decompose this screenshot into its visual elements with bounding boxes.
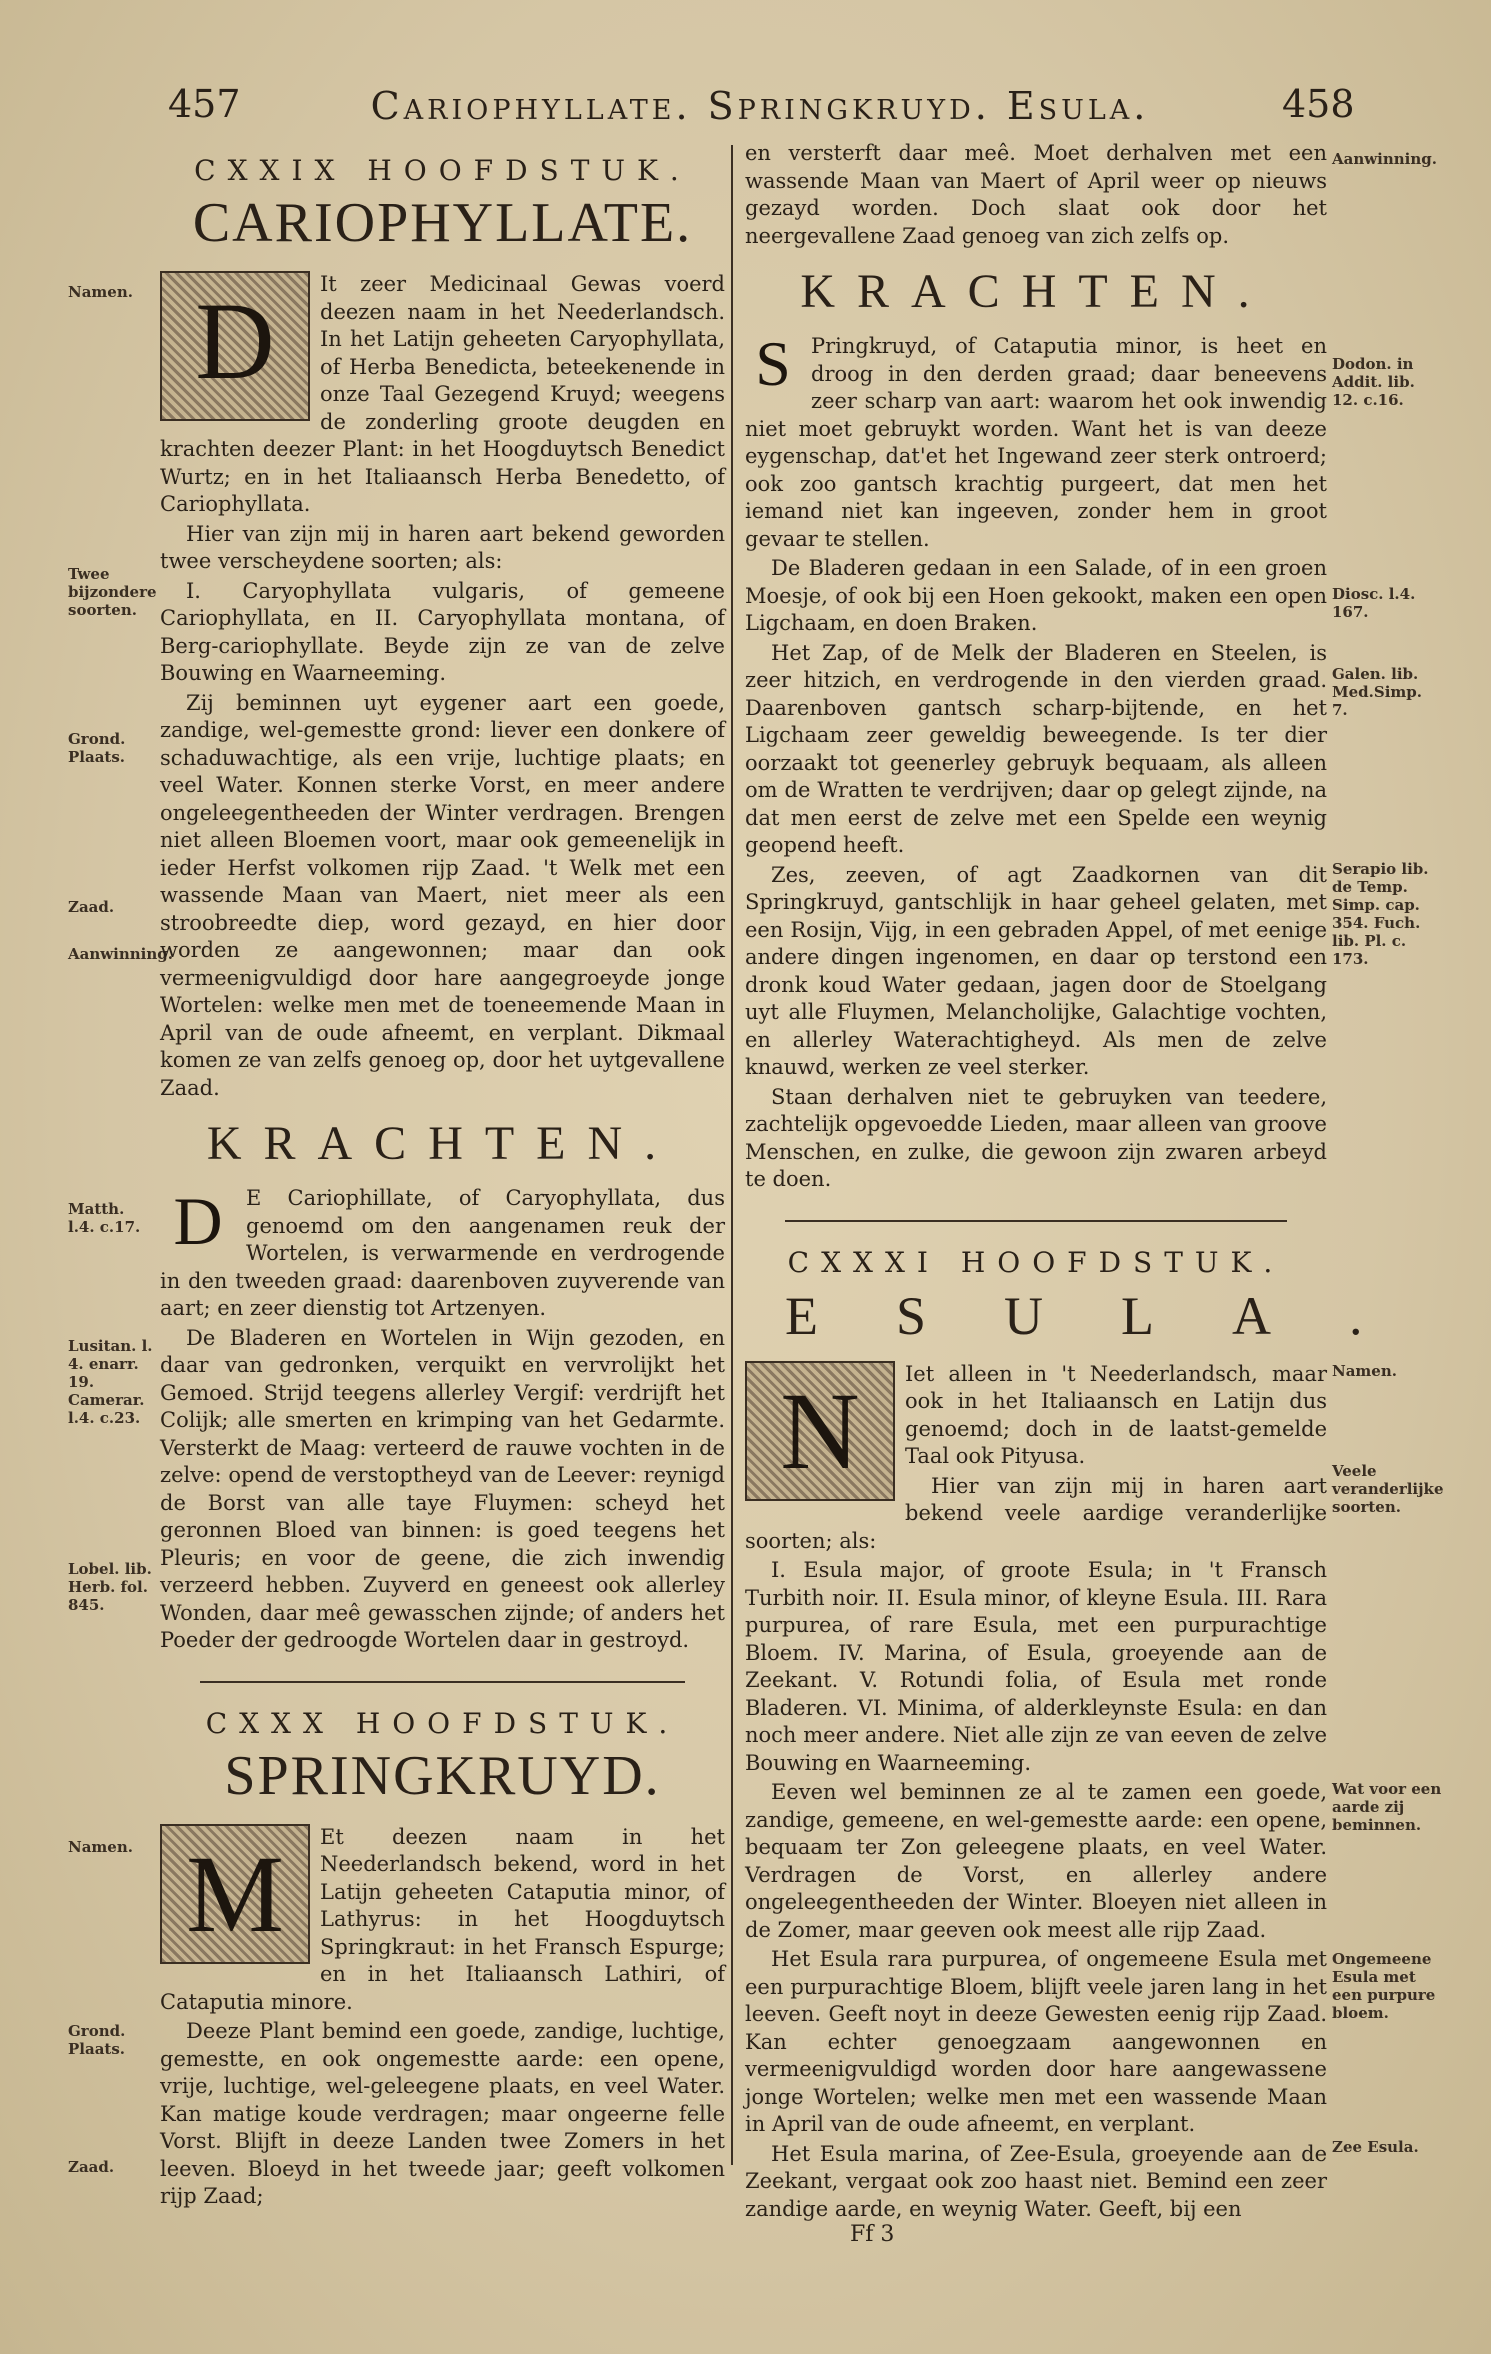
ornamental-initial: D bbox=[160, 271, 310, 421]
margin-note: Namen. bbox=[68, 283, 133, 301]
margin-note: Wat voor een aarde zij beminnen. bbox=[1332, 1780, 1442, 1834]
chapter-title: CARIOPHYLLATE. bbox=[192, 192, 693, 254]
paragraph: Zij beminnen uyt eygener aart een goede, zandige, wel-gemestte grond: liever een donkere of schaduwachtige, als een vrije, luchtige plaats; en veel Water. Konnen sterke Vorst, en meer andere ongeleegentheeden der Winter verdragen. Brengen niet alleen Bloemen voort, maar ook gemeenelijk in ieder Herfst volkomen rijp Zaad. 't Welk met een wassende Maan van Maert, niet meer als een stroobreedte diep, word gezayd, en hier door worden ze aangewonnen; maar dan ook vermeenigvuldigd door hare aangegroeyde jonge Wortelen: welke men met de toeneemende Maan in April van de oude afneemt, en verplant. Dikmaal komen ze van zelfs genoeg op, door het uytgevallene Zaad. bbox=[160, 690, 725, 1100]
paragraph: It zeer Medicinaal Gewas voerd deezen naam in het Neederlandsch. In het Latijn geheeten Caryophyllata, of Herba Benedicta, beteekenende in onze Taal Gezegend Kruyd; weegens de zonderling groote deugden en krachten deezer Plant: in het Hoogduytsch Benedict Wurtz; en in het Italiaansch Herba Benedetto, of Cariophyllata. bbox=[160, 272, 725, 516]
section-rule bbox=[785, 1220, 1287, 1222]
ornamental-initial: M bbox=[160, 1824, 310, 1964]
paragraph: Het Esula rara purpurea, of ongemeene Esula met een purpurachtige Bloem, blijft veele jaren lang in het leeven. Geeft noyt in deeze Gewesten eenig rijp Zaad. Kan echter genoegzaam aangewonnen en vermeenigvuldigd worden door hare aangewassene jonge Wortelen; welke men met een wassende Maan in April van de oude afneemt, en verplant. bbox=[745, 1947, 1327, 2136]
margin-note: Twee bijzondere soorten. bbox=[68, 565, 157, 619]
margin-note: Serapio lib. de Temp. Simp. cap. 354. Fuch. lib. Pl. c. 173. bbox=[1332, 860, 1429, 968]
paragraph: Hier van zijn mij in haren aart bekend veele aardige veranderlijke soorten; als: bbox=[745, 1473, 1327, 1553]
margin-note: Zaad. bbox=[68, 2158, 115, 2176]
paragraph: Het Zap, of de Melk der Bladeren en Steelen, is zeer hitzich, en verdrogende in den vierden graad. Daarenboven gantsch scharp-bijtende, en het Ligchaam zeer geweldig beweegende. Is ter dier oorzaakt tot geenerley gebruyk bequaam, als alleen om de Wratten te verdrijven; daar op gelegt zijnde, na dat men eerst de zelve met een Spelde een weynig geopend heeft. bbox=[745, 640, 1327, 857]
margin-note: Lobel. lib. Herb. fol. 845. bbox=[68, 1560, 152, 1614]
paragraph: Zes, zeeven, of agt Zaadkornen van dit Springkruyd, gantschlijk in haar geheel gelaten, met een Rosijn, Vijg, in een gebraden Appel, of met eenige andere dingen ingenomen, en daar op terstond een dronk koud Water gedaan, jagen door de Stoelgang uyt alle Fluymen, Melancholijke, Galachtige vochten, en allerley Waterachtigheyd. Als men de zelve knauwd, werken ze veel sterker. bbox=[745, 862, 1327, 1079]
margin-note: Aanwinning. bbox=[68, 945, 173, 963]
left-column bbox=[160, 150, 725, 2213]
paragraph: I. Caryophyllata vulgaris, of gemeene Cariophyllata, en II. Caryophyllata montana, of Berg-cariophyllate. Beyde zijn ze van de zelve Bouwing en Waarneeming. bbox=[160, 578, 725, 685]
initial-letter: D bbox=[173, 1183, 223, 1259]
margin-note: Grond. Plaats. bbox=[68, 730, 126, 766]
margin-note: Namen. bbox=[1332, 1362, 1397, 1380]
paragraph: I. Esula major, of groote Esula; in 't Fransch Turbith noir. II. Esula minor, of kleyne Esula. III. Rara purpurea, of rare Esula, met een purpurachtige Bloem. IV. Marina, of Esula, groeyende aan de Zeekant. V. Rotundi folia, of Esula met ronde Bladeren. VI. Minima, of alderkleynste Esula: en dan noch meer andere. Niet alle zijn ze van eeven de zelve Bouwing en Waarneeming. bbox=[745, 1558, 1327, 1775]
margin-note: Zee Esula. bbox=[1332, 2138, 1419, 2156]
ornamental-initial: N bbox=[745, 1361, 895, 1501]
margin-note: Galen. lib. Med.Simp. 7. bbox=[1332, 665, 1422, 719]
chapter-title: SPRINGKRUYD. bbox=[224, 1744, 661, 1807]
margin-note: Zaad. bbox=[68, 898, 115, 916]
chapter-heading: CXXXI HOOFDSTUK. bbox=[787, 1245, 1285, 1279]
margin-note: Veele veranderlijke soorten. bbox=[1332, 1462, 1444, 1516]
paragraph: Pringkruyd, of Cataputia minor, is heet en droog in den derden graad; daar beneevens zeer scharp van aart: waarom het ook inwendig niet moet gebruykt worden. Want het is van deeze eygenschap, dat'et het Ingewand zeer sterk ontroerd; ook zoo gantsch krachtig purgeert, dat men het iemand niet kan ingeeven, zonder hem in groot gevaar te stellen. bbox=[745, 334, 1327, 551]
section-rule bbox=[200, 1681, 685, 1683]
signature-mark: Ff 3 bbox=[850, 2222, 895, 2247]
margin-note: Ongemeene Esula met een purpure bloem. bbox=[1332, 1950, 1436, 2022]
page-number-left: 457 bbox=[168, 82, 241, 126]
margin-note: Namen. bbox=[68, 1838, 133, 1856]
margin-note: Grond. Plaats. bbox=[68, 2022, 126, 2058]
paragraph: Hier van zijn mij in haren aart bekend geworden twee verscheydene soorten; als: bbox=[160, 521, 725, 573]
paragraph: Deeze Plant bemind een goede, zandige, luchtige, gemestte, en ook ongemestte aarde: een opene, vrije, luchtige, wel-geleegene plaats, en veel Water. Kan matige koude verdragen; maar ongeerne felle Vorst. Blijft in deeze Landen twee Zomers in het leeven. Bloeyd in het tweede jaar; geeft volkomen rijp Zaad; bbox=[160, 2019, 725, 2208]
paragraph: Het Esula marina, of Zee-Esula, groeyende aan de Zeekant, vergaat ook zoo haast niet. Bemind een zeer zandige aarde, en weynig Water. Geeft, bij een bbox=[745, 2141, 1327, 2221]
margin-note: Matth. l.4. c.17. bbox=[68, 1200, 141, 1236]
running-title: Cariophyllate. Springkruyd. Esula. bbox=[370, 84, 1150, 128]
margin-note: Lusitan. l. 4. enarr. 19. Camerar. l.4. c.23. bbox=[68, 1337, 153, 1427]
page-number-right: 458 bbox=[1282, 82, 1355, 126]
paragraph: Et deezen naam in het Neederlandsch bekend, word in het Latijn geheeten Cataputia minor, of Lathyrus: in het Hoogduytsch Springkraut: in het Fransch Espurge; en in het Italiaansch Lathiri, of Cataputia minore. bbox=[160, 1824, 725, 2014]
paragraph: Staan derhalven niet te gebruyken van teedere, zachtelijk opgevoedde Lieden, maar alleen van groove Menschen, en zulke, die gewoon zijn zwaren arbeyd te doen. bbox=[745, 1084, 1327, 1191]
paragraph: Eeven wel beminnen ze al te zamen een goede, zandige, gemeene, en wel-gemestte aarde: een opene, bequaam ter Zon geleegene plaats, en veel Water. Verdragen de Vorst, en allerley andere ongeleegentheeden der Winter. Bloeyen niet alleen in de Zomer, maar geeven ook meest alle rijp Zaad. bbox=[745, 1780, 1327, 1942]
column-divider bbox=[731, 145, 733, 2165]
chapter-heading: CXXIX HOOFDSTUK. bbox=[194, 154, 691, 187]
margin-note: Aanwinning. bbox=[1332, 150, 1437, 168]
paragraph: E Cariophillate, of Caryophyllata, dus genoemd om den aangenamen reuk der Wortelen, is verwarmende en verdrogende in den tweeden graad: daarenboven zuyverende van aart; en zeer dienstig tot Artzenyen. bbox=[160, 1186, 725, 1320]
initial-letter: S bbox=[755, 328, 791, 399]
page-header bbox=[0, 82, 1491, 142]
paragraph: De Bladeren gedaan in een Salade, of in een groen Moesje, of ook bij een Hoen gekookt, maken een open Ligchaam, en doen Braken. bbox=[745, 556, 1327, 635]
chapter-title: ESULA. bbox=[785, 1285, 1441, 1346]
paragraph: Iet alleen in 't Neederlandsch, maar ook in het Italiaansch en Latijn dus genoemd; doch in de laatst-gemelde Taal ook Pityusa. bbox=[905, 1361, 1327, 1468]
paragraph: en versterft daar meê. Moet derhalven met een wassende Maan van Maert of April weer op nieuws gezayd worden. Doch slaat ook door het neergevallene Zaad genoeg van zich zelfs op. bbox=[745, 141, 1327, 248]
section-heading: KRACHTEN. bbox=[800, 265, 1272, 318]
section-heading: KRACHTEN. bbox=[206, 1117, 679, 1170]
chapter-heading: CXXX HOOFDSTUK. bbox=[205, 1706, 680, 1740]
margin-note: Diosc. l.4. 167. bbox=[1332, 585, 1416, 621]
paragraph: De Bladeren en Wortelen in Wijn gezoden, en daar van gedronken, verquikt en vervrolijkt het Gemoed. Strijd teegens allerley Vergif: verdrijft het Colijk; alle smerten en krimping van het Gedarmte. Versterkt de Maag: verteerd de rauwe vochten in de zelve: opend de verstoptheyd van de Leever: reynigd de Borst van alle taye Fluymen: scheyd het geronnen Bloed van binnen: is goed teegens het Pleuris; en voor de geene, die zich inwendig verzeerd hebben. Zuyverd en geneest ook allerley Wonden, daar meê gewasschen zijnde; of anders het Poeder der gedroogde Wortelen daar in gestroyd. bbox=[160, 1325, 725, 1652]
margin-note: Dodon. in Addit. lib. 12. c.16. bbox=[1332, 355, 1415, 409]
